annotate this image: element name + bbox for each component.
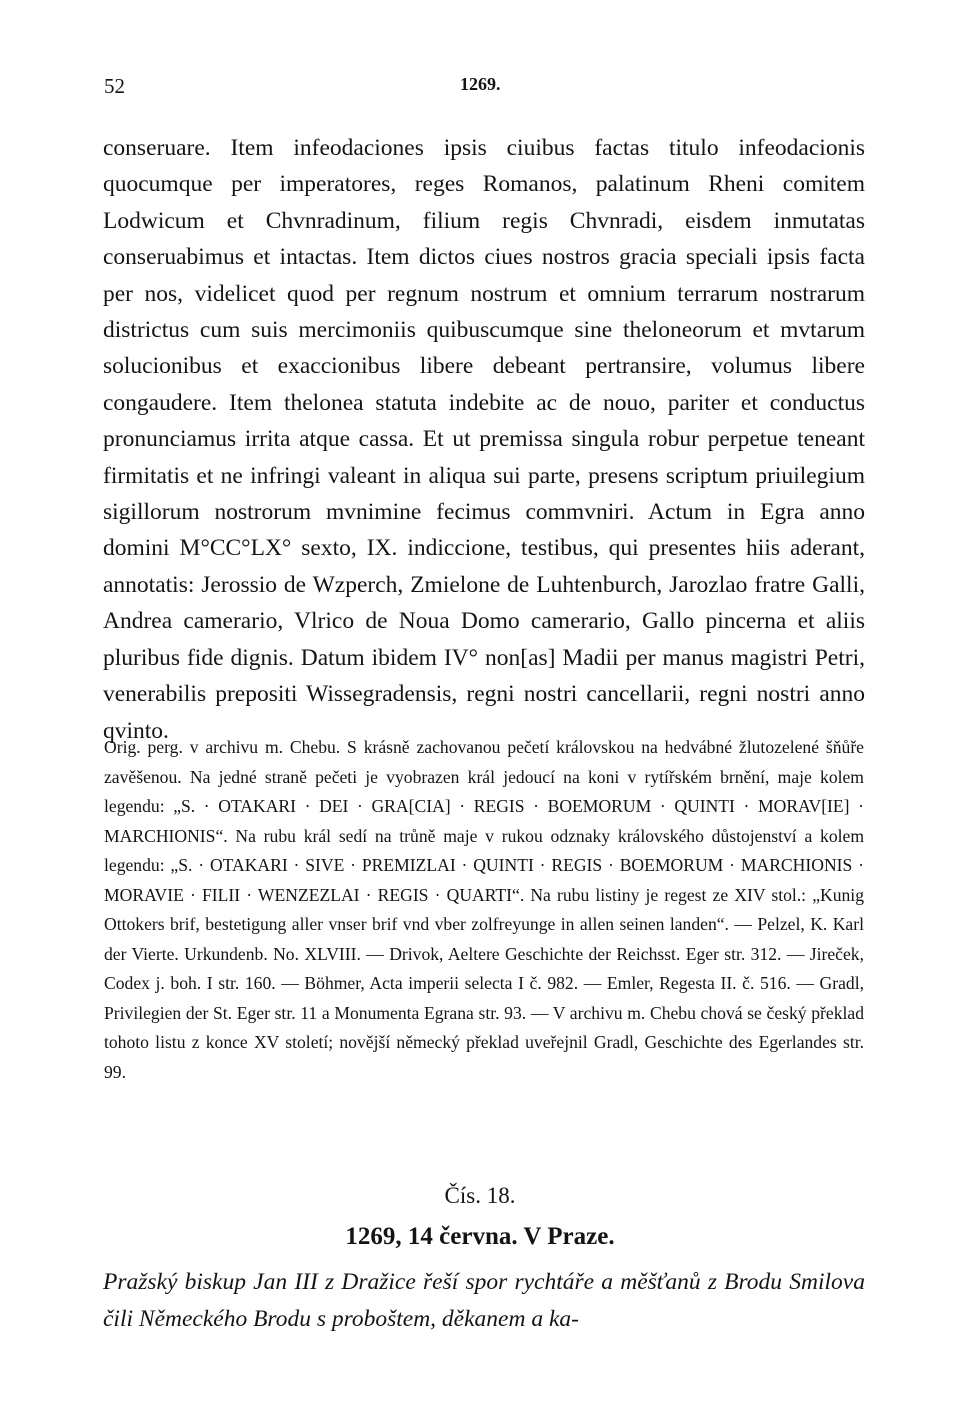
editorial-notes xyxy=(104,733,864,1087)
notes-paragraph: Orig. perg. v archivu m. Chebu. S krásně zachovanou pečetí královskou na hedvábné žlutozelené šňůře zavěšenou. Na jedné straně pečeti je vyobrazen král jedoucí na koni v rytířském brnění, maje kolem legendu: „S. · OTAKARI · DEI · GRA[CIA] · REGIS · BOEMORUM · QUINTI · MORAV[IE] · MARCHIONIS“. Na rubu král sedí na trůně maje v rukou odznaky královského důstojenství a kolem legendu: „S. · OTAKARI · SIVE · PREMIZLAI · QUINTI · REGIS · BOEMORUM · MARCHIONIS · MORAVIE · FILII · WENZEZLAI · REGIS · QUARTI“. Na rubu listiny je regest ze XIV stol.: „Kunig Ottokers brif, bestetigung aller vnser brif vnd vber zolfreyunge in allen seinen landen“. — Pelzel, K. Karl der Vierte. Urkundenb. No. XLVIII. — Drivok, Aeltere Geschichte der Reichsst. Eger str. 312. — Jireček, Codex j. boh. I str. 160. — Böhmer, Acta imperii selecta I č. 982. — Emler, Regesta II. č. 516. — Gradl, Privilegien der St. Eger str. 11 a Monumenta Egrana str. 93. — V archivu m. Chebu chová se český překlad tohoto listu z konce XV století; novější německý překlad uveřejnil Gradl, Geschichte des Egerlandes str. 99. xyxy=(104,737,864,1082)
summary-paragraph: Pražský biskup Jan III z Dražice řeší spor rychtáře a měšťanů z Brodu Smilova čili Německého Brodu s proboštem, děkanem a ka- xyxy=(103,1269,865,1332)
page-number: 52 xyxy=(104,74,125,98)
document-date-place: 1269, 14 června. V Praze. xyxy=(345,1223,615,1250)
charter-paragraph: conseruare. Item infeodaciones ipsis ciuibus factas titulo infeodacionis quocumque per imperatores, reges Romanos, palatinum Rheni comitem Lodwicum et Chvnradinum, filium regis Chvnradi, eisdem inmutatas conseruabimus et intactas. Item dictos ciues nostros gracia speciali ipsis facta per nos, videlicet quod per regnum nostrum et omnium terrarum nostrarum districtus cum suis mercimoniis quibuscumque sine theloneorum et mvtarum solucionibus et exaccionibus libere debeant pertransire, volumus libere congaudere. Item thelonea statuta indebite ac de nouo, pariter et conductus pronunciamus irrita atque cassa. Et ut premissa singula robur perpetue teneant firmitatis et ne infringi valeant in aliqua sui parte, presens scriptum priuilegium sigillorum nostrorum mvnimine fecimus commvniri. Actum in Egra anno domini M°CC°LX° sexto, IX. indiccione, testibus, qui presentes hiis aderant, annotatis: Jerossio de Wzperch, Zmielone de Luhtenburch, Jarozlao fratre Galli, Andrea camerario, Vlrico de Noua Domo camerario, Gallo pincerna et aliis pluribus fide dignis. Datum ibidem IV° non[as] Madii per manus magistri Petri, venerabilis prepositi Wissegradensis, regni nostri cancellarii, regni nostri anno qvinto. xyxy=(103,135,865,744)
page-header xyxy=(104,74,864,104)
charter-text xyxy=(103,130,865,749)
document-summary xyxy=(103,1264,865,1338)
running-header-year: 1269. xyxy=(460,74,501,94)
document-number: Čís. 18. xyxy=(444,1183,516,1208)
